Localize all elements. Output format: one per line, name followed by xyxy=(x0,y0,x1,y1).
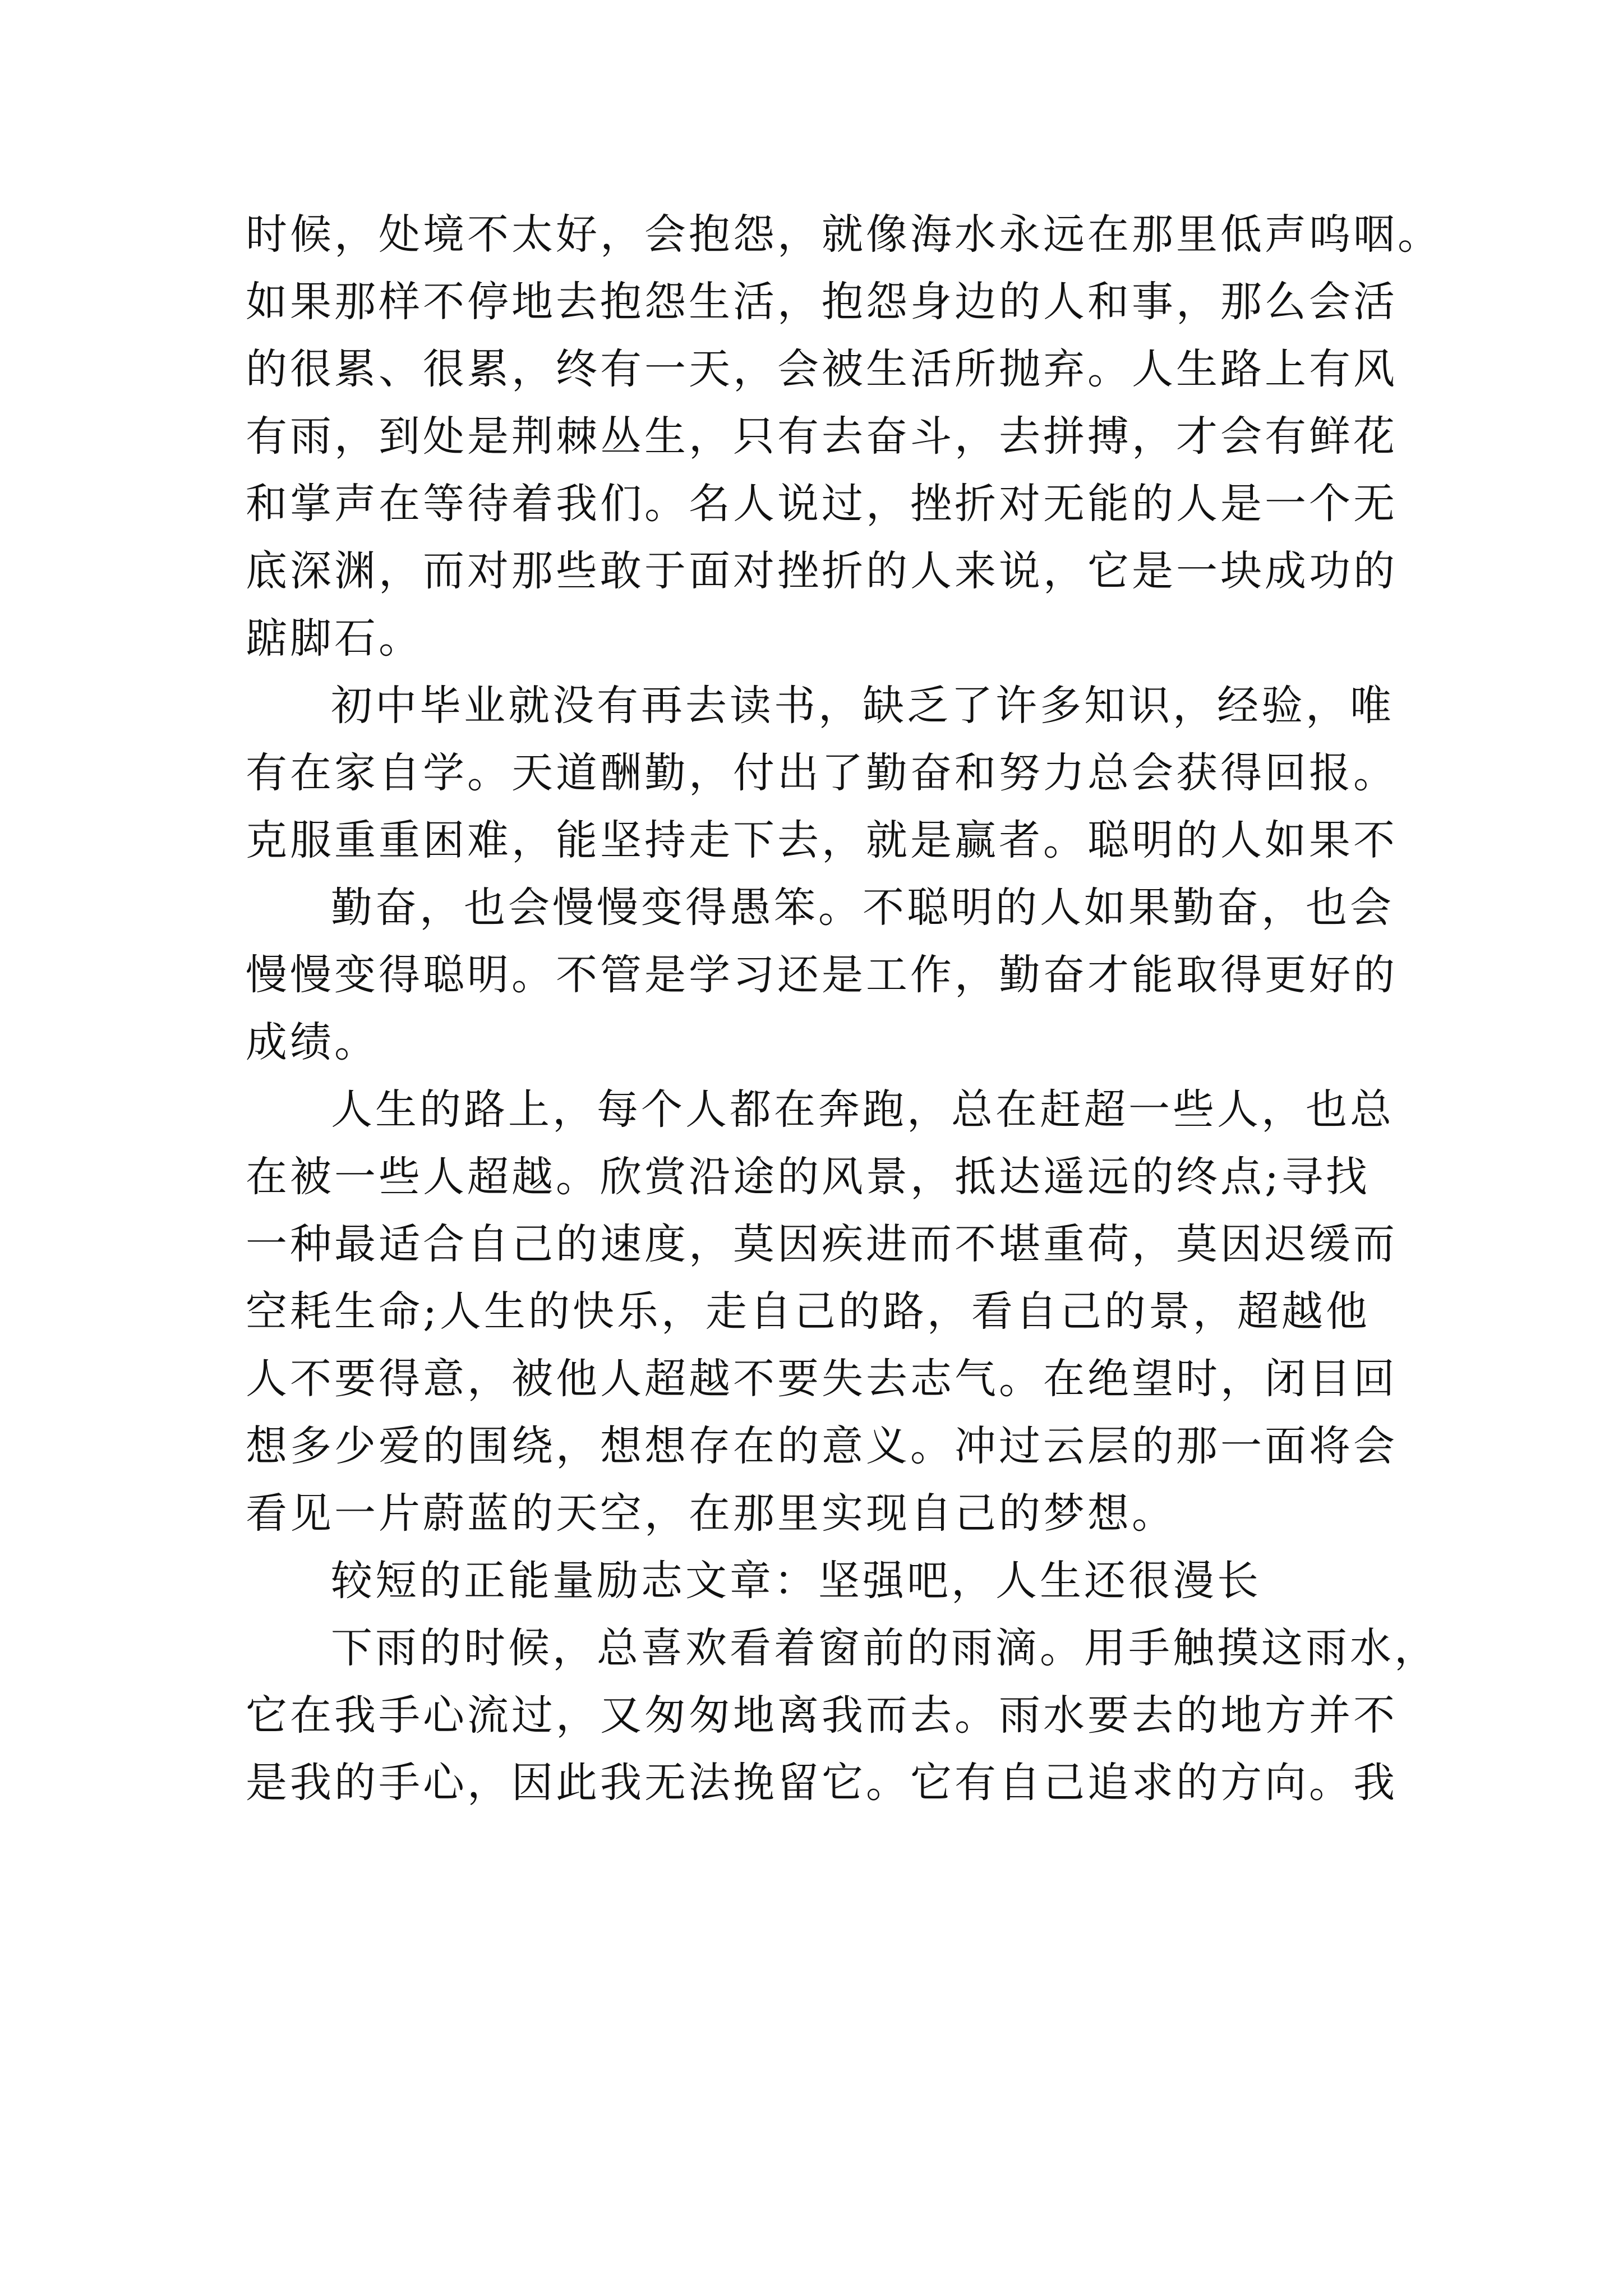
text-line: 底深渊，而对那些敢于面对挫折的人来说，它是一块成功的 xyxy=(246,547,1398,595)
text-line: 较短的正能量励志文章：坚强吧，人生还很漫长 xyxy=(331,1557,1261,1605)
text-line: 初中毕业就没有再去读书，缺乏了许多知识，经验，唯 xyxy=(331,682,1394,730)
text-line: 人生的路上，每个人都在奔跑，总在赶超一些人，也总 xyxy=(331,1085,1394,1134)
text-line: 人不要得意，被他人超越不要失去志气。在绝望时，闭目回 xyxy=(246,1355,1398,1403)
text-line: 下雨的时候，总喜欢看着窗前的雨滴。用手触摸这雨水， xyxy=(331,1624,1438,1672)
text-line: 时候，处境不太好，会抱怨，就像海水永远在那里低声呜咽。 xyxy=(246,210,1442,259)
text-line: 一种最适合自己的速度，莫因疾进而不堪重荷，莫因迟缓而 xyxy=(246,1220,1398,1268)
text-line: 有在家自学。天道酬勤，付出了勤奋和努力总会获得回报。 xyxy=(246,749,1398,797)
text-line: 克服重重困难，能坚持走下去，就是赢者。聪明的人如果不 xyxy=(246,816,1398,864)
text-line: 勤奋，也会慢慢变得愚笨。不聪明的人如果勤奋，也会 xyxy=(331,884,1394,932)
text-line: 空耗生命;人生的快乐，走自己的路，看自己的景，超越他 xyxy=(246,1287,1370,1336)
text-line: 有雨，到处是荆棘丛生，只有去奋斗，去拼搏，才会有鲜花 xyxy=(246,412,1398,461)
text-line: 它在我手心流过，又匆匆地离我而去。雨水要去的地方并不 xyxy=(246,1691,1398,1740)
text-line: 踮脚石。 xyxy=(246,614,423,662)
text-line: 慢慢变得聪明。不管是学习还是工作，勤奋才能取得更好的 xyxy=(246,951,1398,999)
text-line: 如果那样不停地去抱怨生活，抱怨身边的人和事，那么会活 xyxy=(246,278,1398,326)
text-line: 的很累、很累，终有一天，会被生活所抛弃。人生路上有风 xyxy=(246,345,1398,393)
text-line: 想多少爱的围绕，想想存在的意义。冲过云层的那一面将会 xyxy=(246,1422,1398,1470)
text-line: 和掌声在等待着我们。名人说过，挫折对无能的人是一个无 xyxy=(246,480,1398,528)
text-line: 成绩。 xyxy=(246,1018,379,1066)
text-line: 在被一些人超越。欣赏沿途的风景，抵达遥远的终点;寻找 xyxy=(246,1153,1370,1201)
text-line: 是我的手心，因此我无法挽留它。它有自己追求的方向。我 xyxy=(246,1759,1398,1807)
text-line: 看见一片蔚蓝的天空，在那里实现自己的梦想。 xyxy=(246,1489,1176,1538)
